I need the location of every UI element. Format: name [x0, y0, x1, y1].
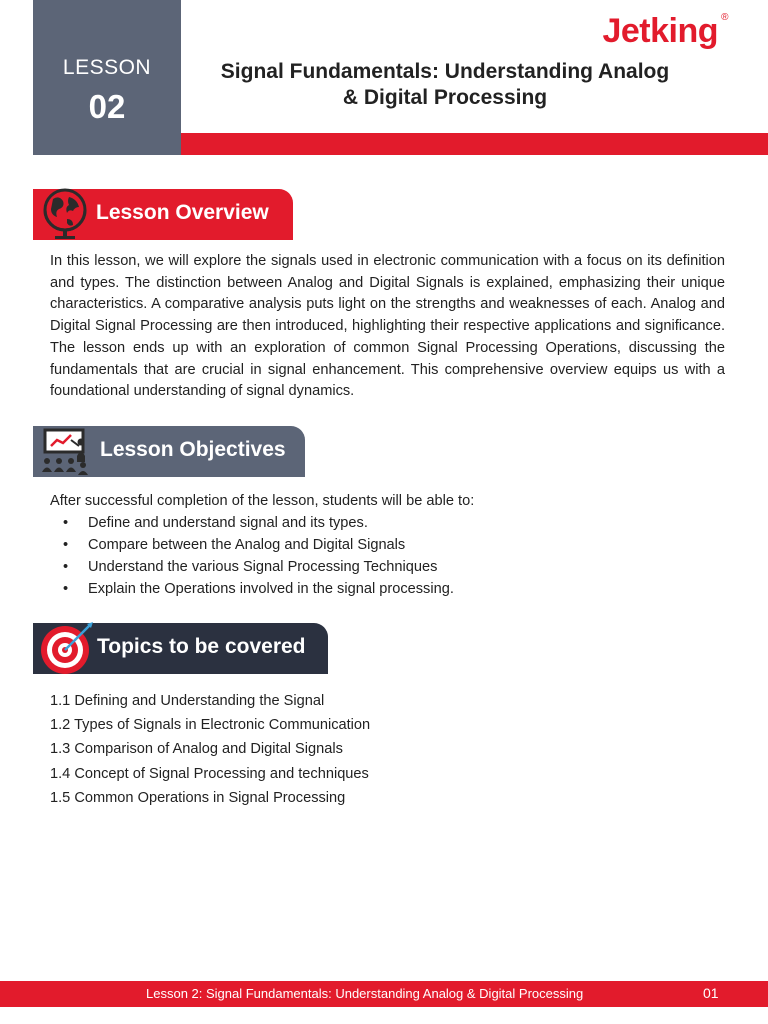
page-title — [190, 59, 700, 111]
registered-mark: ® — [721, 12, 728, 23]
objective-item — [63, 581, 454, 597]
target-icon — [37, 622, 95, 681]
lesson-number: 02 — [88, 88, 126, 125]
page-footer — [0, 981, 768, 1007]
bullet: • — [63, 515, 69, 531]
page-title-line-1: Signal Fundamentals: Understanding Analog — [220, 60, 670, 83]
objective-item — [63, 537, 405, 553]
objective-item — [63, 559, 437, 575]
objectives-intro: After successful completion of the lesson, students will be able to: — [50, 493, 475, 509]
objective-text: Compare between the Analog and Digital Signals — [88, 537, 406, 553]
header-accent-bar — [181, 133, 768, 155]
objective-item — [63, 515, 368, 531]
globe-icon — [37, 187, 93, 246]
topic-item: 1.5 Common Operations in Signal Processing — [50, 790, 346, 806]
overview-heading: Lesson Overview — [96, 201, 269, 224]
lesson-number-block — [33, 0, 181, 155]
topics-header — [33, 623, 328, 674]
lesson-label: LESSON — [62, 56, 152, 79]
classroom-icon — [37, 428, 93, 481]
topic-item: 1.4 Concept of Signal Processing and techniques — [50, 766, 369, 782]
objective-text: Understand the various Signal Processing Techniques — [88, 559, 438, 575]
objective-text: Explain the Operations involved in the signal processing. — [88, 581, 454, 597]
topic-item: 1.3 Comparison of Analog and Digital Signals — [50, 741, 343, 757]
objectives-heading: Lesson Objectives — [100, 438, 286, 461]
lesson-objectives-header — [33, 426, 305, 477]
bullet: • — [63, 537, 69, 553]
footer-title: Lesson 2: Signal Fundamentals: Understanding Analog & Digital Processing — [146, 986, 584, 1001]
page-title-line-2: & Digital Processing — [342, 86, 548, 109]
topic-item: 1.1 Defining and Understanding the Signal — [50, 693, 325, 709]
objective-text: Define and understand signal and its types. — [88, 515, 368, 531]
bullet: • — [63, 581, 69, 597]
lesson-overview-header — [33, 189, 293, 240]
topic-item: 1.2 Types of Signals in Electronic Communication — [50, 717, 371, 733]
jetking-logo — [602, 12, 728, 51]
bullet: • — [63, 559, 69, 575]
page-number: 01 — [703, 985, 719, 1001]
topics-heading: Topics to be covered — [97, 635, 306, 658]
logo-text: Jetking — [602, 12, 718, 50]
overview-paragraph: In this lesson, we will explore the signals used in electronic communication with a focus on its definition and types. The distinction between Analog and Digital Signals is explained, emphasizing their unique characteristics. A comparative analysis puts light on the strengths and weaknesses of each. Analog and Digital Signal Processing are then introduced, highlighting their respective applications and significance. The lesson ends up with an exploration of common Signal Processing Operations, discussing the fundamentals that are crucial in signal enhancement. This comprehensive overview equips us with a foundational understanding of signal dynamics. — [50, 253, 725, 400]
